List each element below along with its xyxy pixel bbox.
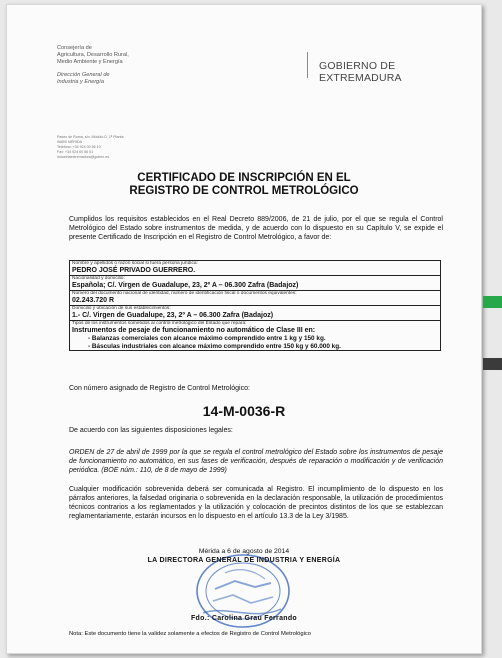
location-cell (70, 306, 441, 321)
division-line: Industria y Energía (57, 79, 104, 85)
government-name: GOBIERNO DE EXTREMADURA (319, 60, 402, 84)
document-page (6, 4, 482, 654)
types-label: Tipos de los instrumentos sometidos al control metrológico del Estado que repara: (72, 321, 247, 326)
green-marker-tab (483, 296, 502, 308)
department-header (57, 45, 129, 86)
address-value: Española; C/. Virgen de Guadalupe, 23, 2º A – 06.300 Zafra (Badajoz) (72, 282, 299, 289)
name-value: PEDRO JOSÉ PRIVADO GUERRERO. (72, 267, 196, 274)
id-value: 02.243.720 R (72, 297, 115, 304)
dark-marker-tab (483, 358, 502, 370)
name-label: Nombre y apellidos o razón social si fuera persona jurídica: (72, 261, 198, 266)
director-line: LA DIRECTORA GENERAL DE INDUSTRIA Y ENERGÍA (147, 557, 341, 564)
signature-line: Fdo.: Carolina Grau Ferrando (190, 615, 298, 622)
dept-line: Medio Ambiente y Energía (57, 59, 123, 65)
dept-line: Consejería de (57, 45, 92, 51)
name-cell (70, 261, 441, 276)
id-label: Número del documento nacional de identidad, número de identificación fiscal o documentos equivalentes: (72, 291, 297, 296)
footer-note: Nota: Este documento tiene la validez solamente a efectos de Registro de Control Metrológico (69, 631, 311, 637)
address-label: Nacionalidad y domicilio: (72, 276, 125, 281)
address-cell (70, 276, 441, 291)
dept-line: Agricultura, Desarrollo Rural, (57, 52, 129, 58)
types-value: Instrumentos de pesaje de funcionamiento no automático de Clase III en: (72, 327, 316, 334)
address-line: Paseo de Roma, s/n. Módulo D, 1ª Planta (57, 135, 124, 139)
provisions-intro: De acuerdo con las siguientes disposiciones legales: (69, 427, 233, 434)
registry-number: 14-M-0036-R (202, 403, 286, 419)
title-line: CERTIFICADO DE INSCRIPCIÓN EN EL (137, 172, 351, 184)
number-intro: Con número asignado de Registro de Control Metrológico: (69, 385, 250, 392)
address-line: Fax: +34 924 00 56 01 (57, 150, 94, 154)
title-line: REGISTRO DE CONTROL METROLÓGICO (129, 185, 359, 197)
address-line: industriaextremadura@gobex.es (57, 155, 109, 159)
address-block (57, 135, 123, 160)
order-paragraph: ORDEN de 27 de abril de 1999 por la que se regula el control metrológico del Estado sobre los instrumentos de pesaje de funcionamiento no automático, en sus fases de verificación, después de reparación o modificación y de verificación periódica. (BOE núm.: 110, de 8 de mayo de 1999) (69, 449, 443, 474)
notice-paragraph: Cualquier modificación sobrevenida deberá ser comunicada al Registro. El incumplimiento de lo dispuesto en los párrafos anteriores, la falsedad originaria o sobrevenida en la declaración responsable, la utilización de procedimientos técnicos contrarios a los reglamentados y la utilización y colocación de precintos distintos de los que se establezcan reglamentariamente, estarán incursos en lo dispuesto en el artículo 13.3 de la Ley 3/1985. (69, 486, 443, 520)
certificate-title (7, 172, 481, 198)
address-line: 06800 MÉRIDA (57, 140, 82, 144)
location-label: Domicilio y ubicación de sus establecimientos: (72, 306, 171, 311)
registry-table (69, 260, 441, 351)
date-line: Mérida a 6 de agosto de 2014 (198, 548, 290, 555)
header-divider (307, 52, 308, 78)
address-line: Teléfono: +34 924 00 56 10 (57, 145, 101, 149)
id-cell (70, 291, 441, 306)
types-item: - Básculas industriales con alcance máximo comprendido entre 150 kg y 60.000 kg. (88, 342, 341, 350)
types-cell (70, 321, 441, 351)
division-line: Dirección General de (57, 72, 110, 78)
location-value: 1.- C/. Virgen de Guadalupe, 23, 2º A – 06.300 Zafra (Badajoz) (72, 312, 274, 319)
types-item: - Balanzas comerciales con alcance máximo comprendido entre 1 kg y 150 kg. (88, 335, 326, 342)
intro-paragraph: Cumplidos los requisitos establecidos en el Real Decreto 889/2006, de 21 de julio, por el que se regula el Control Metrológico del Estado sobre instrumentos de medida, y de acuerdo con lo dispuesto en su Capítulo V, se expide el presente Certificado de Inscripción en el Registro de Control Metrológico, a favor de: (69, 216, 443, 241)
